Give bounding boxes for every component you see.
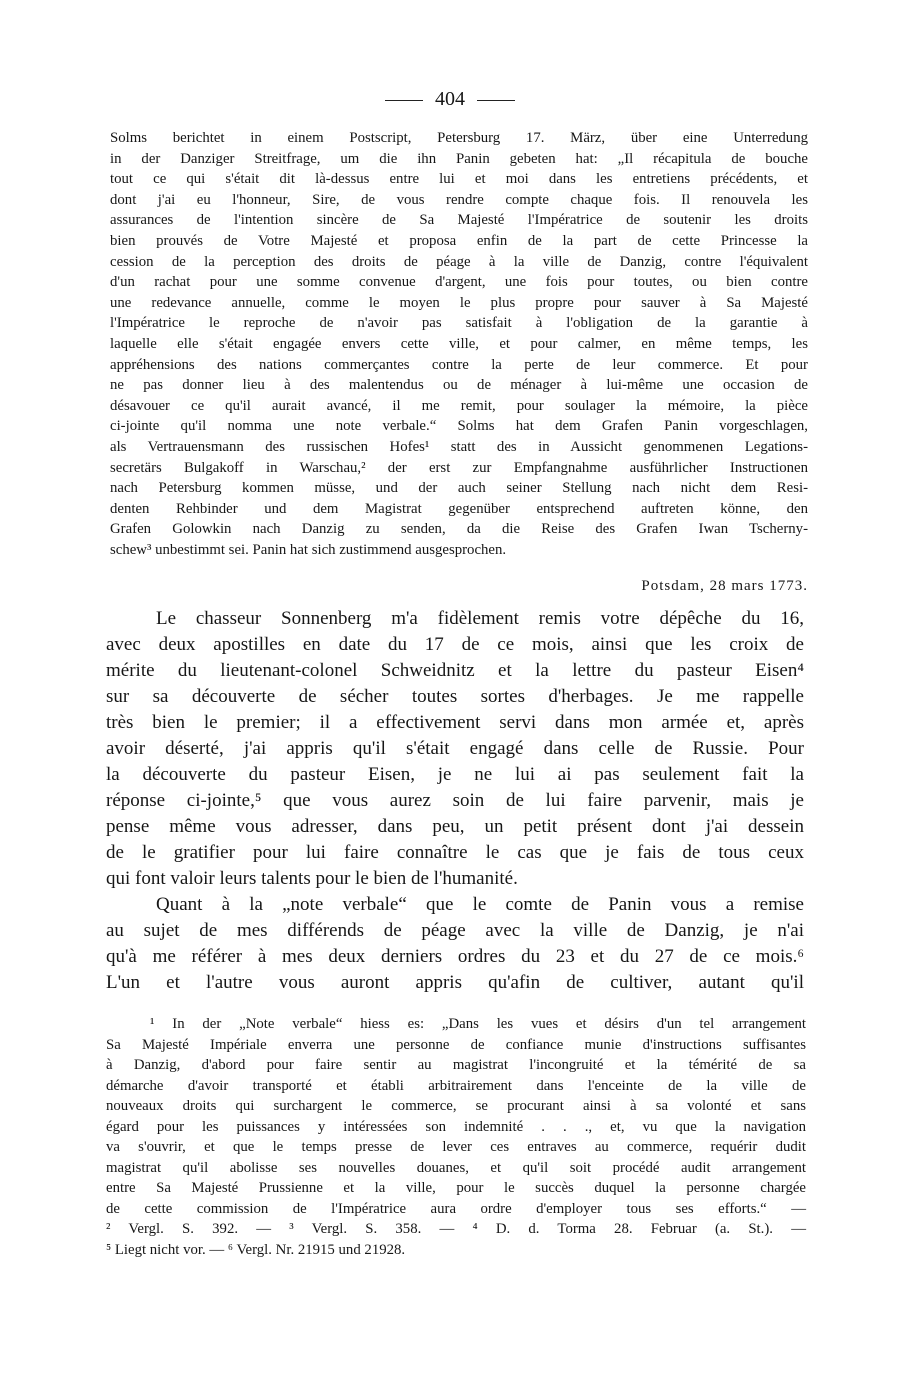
letter-line: avoir déserté, j'ai appris qu'il s'était engagé dans celle de Russie. Pour xyxy=(106,738,804,759)
summary-line: Grafen Golowkin nach Danzig zu senden, da die Reise des Grafen Iwan Tscherny- xyxy=(110,521,808,538)
footnote-line: va s'ouvrir, et que le temps presse de lever ces entraves au commerce, requérir dudit xyxy=(106,1139,806,1155)
letter-line: Le chasseur Sonnenberg m'a fidèlement remis votre dépêche du 16, xyxy=(156,608,804,629)
summary-line: l'Impératrice le reproche de n'avoir pas satisfait à l'obligation de la garantie à xyxy=(110,315,808,332)
letter-line: L'un et l'autre vous auront appris qu'afin de cultiver, autant qu'il xyxy=(106,972,804,993)
letter-body xyxy=(106,606,804,996)
footnote-line: démarche d'avoir transporté et établi arbitrairement dans l'enceinte de la ville de xyxy=(106,1077,806,1094)
letter-line: Quant à la „note verbale“ que le comte de Panin vous a remise xyxy=(156,894,804,915)
summary-line: une redevance annuelle, comme le moyen le plus propre pour sauver à Sa Majesté xyxy=(110,294,808,311)
footnote-line: nouveaux droits qui surchargent le commerce, se procurant ainsi à sa volonté et sans xyxy=(106,1098,806,1114)
letter-line: mérite du lieutenant-colonel Schweidnitz et la lettre du pasteur Eisen⁴ xyxy=(106,660,804,681)
letter-line: pense même vous adresser, dans peu, un petit présent dont j'ai dessein xyxy=(106,816,804,837)
letter-line: sur sa découverte de sécher toutes sortes d'herbages. Je me rappelle xyxy=(106,686,804,707)
summary-line: tout ce qui s'était dit là-dessus entre lui et moi dans les entretiens précédents, et xyxy=(110,171,808,188)
footnote-line: Sa Majesté Impériale enverra une personne de confiance munie d'instructions suffisantes xyxy=(106,1036,806,1053)
letter-line: qu'à me référer à mes deux derniers ordres du 23 et du 27 de ce mois.⁶ xyxy=(106,946,804,967)
footnote-line: égard pour les puissances y intéressées son indemnité . . ., et, vu que la navigation xyxy=(106,1118,806,1135)
footnote-line: ¹ In der „Note verbale“ hiess es: „Dans les vues et désirs d'un tel arrangement xyxy=(150,1016,806,1032)
footnote-line: ⁵ Liegt nicht vor. — ⁶ Vergl. Nr. 21915 und 21928. xyxy=(106,1241,406,1258)
summary-line: ne pas donner lieu à des malentendus ou de ménager à lui-même une occasion de xyxy=(110,377,808,394)
footnote-line: magistrat qu'il abolisse ses nouvelles douanes, et qu'il soit procédé audit arrangement xyxy=(106,1159,806,1176)
header-rule-left xyxy=(385,100,423,101)
summary-line: assurances de l'intention sincère de Sa Majesté l'Impératrice de soutenir les droits xyxy=(110,212,808,229)
summary-line: appréhensions des nations commerçantes contre la perte de leur commerce. Et pour xyxy=(110,356,808,373)
footnote-line: de cette commission de l'Impératrice aura ordre d'employer tous ses efforts.“ — xyxy=(106,1200,806,1217)
page-header xyxy=(0,86,900,112)
summary-line: bien prouvés de Votre Majesté et proposa enfin de la part de cette Princesse la xyxy=(110,232,808,249)
header-rule-right xyxy=(477,100,515,101)
letter-line: la découverte du pasteur Eisen, je ne lui ai pas seulement fait la xyxy=(106,764,804,785)
letter-line: très bien le premier; il a effectivement servi dans mon armée et, après xyxy=(106,712,804,733)
summary-line: cession de la perception des droits de péage à la ville de Danzig, contre l'équivalent xyxy=(110,253,808,270)
summary-line: Solms berichtet in einem Postscript, Petersburg 17. März, über eine Unterredung xyxy=(110,130,808,146)
summary-line: ci-jointe qu'il nomma une note verbale.“ Solms hat dem Grafen Panin vorgeschlagen, xyxy=(110,418,808,435)
letter-line: au sujet de mes différends de péage avec la ville de Danzig, je n'ai xyxy=(106,920,804,941)
summary-line: als Vertrauensmann des russischen Hofes¹ statt des in Aussicht genommenen Legations- xyxy=(110,438,808,455)
footnote-line: à Danzig, d'abord pour faire sentir au magistrat l'incongruité et la témérité de sa xyxy=(106,1057,806,1073)
summary-paragraph xyxy=(110,128,808,560)
footnote-line: ² Vergl. S. 392. — ³ Vergl. S. 358. — ⁴ D. d. Torma 28. Februar (a. St.). — xyxy=(106,1221,806,1237)
summary-line: désavouer ce qu'il aurait avancé, il me remit, pour soulager la mémoire, la pièce xyxy=(110,397,808,414)
letter-line: avec deux apostilles en date du 17 de ce mois, ainsi que les croix de xyxy=(106,634,804,655)
summary-line: nach Petersburg kommen müsse, und der auch seiner Stellung nach nicht dem Resi- xyxy=(110,480,808,497)
letter-line: de le gratifier pour lui faire connaître le cas que je fais de tous ceux xyxy=(106,842,804,863)
footnotes xyxy=(106,1014,806,1260)
summary-line: in der Danziger Streitfrage, um die ihn Panin gebeten hat: „Il récapitula de bouche xyxy=(110,150,808,167)
summary-line: secretärs Bulgakoff in Warschau,² der erst zur Empfangnahme ausführlicher Instructionen xyxy=(110,459,808,476)
summary-line: schew³ unbestimmt sei. Panin hat sich zustimmend ausgesprochen. xyxy=(110,541,507,558)
dateline: Potsdam, 28 mars 1773. xyxy=(641,578,808,594)
page-number: 404 xyxy=(435,88,465,110)
summary-line: d'un rachat pour une somme convenue d'argent, une fois pour toutes, ou bien contre xyxy=(110,274,808,291)
letter-line: réponse ci-jointe,⁵ que vous aurez soin de lui faire parvenir, mais je xyxy=(106,790,804,811)
letter-line: qui font valoir leurs talents pour le bien de l'humanité. xyxy=(106,868,518,889)
summary-line: laquelle elle s'était engagée envers cette ville, et pour calmer, en même temps, les xyxy=(110,335,808,352)
summary-line: dont j'ai eu l'honneur, Sire, de vous rendre compte chaque fois. Il renouvela les xyxy=(110,191,808,208)
footnote-line: entre Sa Majesté Prussienne et la ville, pour le succès duquel la personne chargée xyxy=(106,1180,806,1196)
summary-line: denten Rehbinder und dem Magistrat gegenüber entsprechend auftreten könne, den xyxy=(110,500,808,517)
